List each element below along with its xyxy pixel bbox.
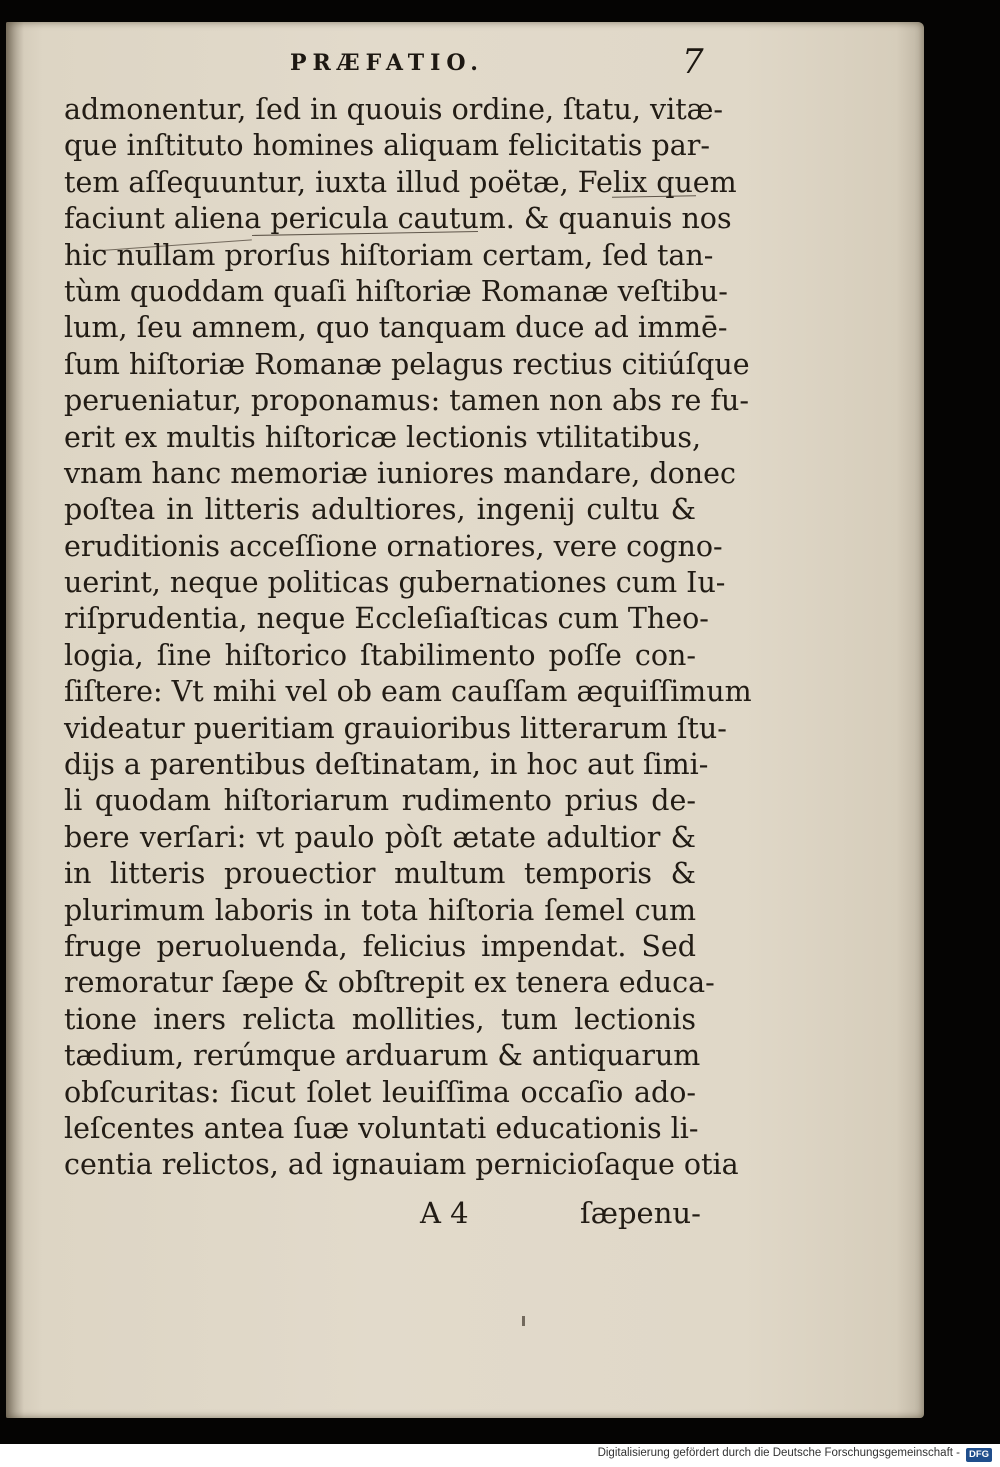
text-line: ſum hiſtoriæ Romanæ pelagus rectius citiúſque xyxy=(64,347,750,381)
text-line: faciunt aliena pericula cautum. & quanuis nos xyxy=(64,202,732,236)
text-line: lum, ſeu amnem, quo tanquam duce ad immē- xyxy=(64,311,728,345)
text-line: tædium, rerúmque arduarum & antiquarum xyxy=(64,1039,701,1073)
spine-shadow xyxy=(6,22,24,1418)
catchword: ſæpenu- xyxy=(580,1196,701,1230)
text-line: que inſtituto homines aliquam felicitatis par- xyxy=(64,129,710,163)
text-line: videatur pueritiam grauioribus litterarum ſtu- xyxy=(64,711,727,745)
text-line: eruditionis acceſſione ornatiores, vere cogno- xyxy=(64,529,723,563)
text-line: bere verſari: vt paulo pòſt ætate adultior & xyxy=(64,820,696,854)
text-line: vnam hanc memoriæ iuniores mandare, donec xyxy=(64,456,736,490)
body-text xyxy=(64,92,752,1184)
text-line: perueniatur, proponamus: tamen non abs re fu- xyxy=(64,384,749,418)
footer-bar xyxy=(0,1444,1000,1467)
text-line: dijs a parentibus deſtinatam, in hoc aut ſimi- xyxy=(64,748,709,782)
text-line: logia, ſine hiſtorico ſtabilimento poſſe con- xyxy=(64,638,696,672)
text-line: in litteris prouectior multum temporis & xyxy=(64,857,696,891)
text-line: obſcuritas: ſicut ſolet leuiſſima occaſio ado- xyxy=(64,1075,696,1109)
funding-note: Digitalisierung gefördert durch die Deutsche Forschungsgemeinschaft - xyxy=(597,1447,960,1459)
text-line: poſtea in litteris adultiores, ingenij cultu & xyxy=(64,493,696,527)
text-line: plurimum laboris in tota hiſtoria ſemel cum xyxy=(64,893,696,927)
text-line: tione iners relicta mollities, tum lectionis xyxy=(64,1002,696,1036)
text-line: tem aſſequuntur, iuxta illud poëtæ, Felix quem xyxy=(64,165,737,199)
text-line: leſcentes antea ſuæ voluntati educationis li- xyxy=(64,1111,699,1145)
text-line: remoratur ſæpe & obſtrepit ex tenera educa- xyxy=(64,966,715,1000)
text-line: erit ex multis hiſtoricæ lectionis vtilitatibus, xyxy=(64,420,702,454)
paper-speck xyxy=(522,1316,525,1326)
text-line: uerint, neque politicas gubernationes cum Iu- xyxy=(64,566,726,600)
text-line: li quodam hiſtoriarum rudimento prius de- xyxy=(64,784,696,818)
text-line: hic nullam prorſus hiſtoriam certam, ſed tan- xyxy=(64,238,714,272)
text-line: tùm quoddam quaſi hiſtoriæ Romanæ veſtibu- xyxy=(64,274,728,308)
text-line: riſprudentia, neque Eccleſiaſticas cum Theo- xyxy=(64,602,709,636)
page-number: 7 xyxy=(682,42,704,82)
text-line: fruge peruoluenda, felicius impendat. Sed xyxy=(64,929,696,963)
text-line: centia relictos, ad ignauiam pernicioſaque otia xyxy=(64,1148,739,1182)
dfg-logo-icon: DFG xyxy=(966,1448,992,1462)
running-head: PRÆFATIO. xyxy=(290,50,484,76)
signature-mark: A 4 xyxy=(420,1196,469,1230)
text-line: admonentur, ſed in quouis ordine, ſtatu, vitæ- xyxy=(64,93,724,126)
text-line: ſiſtere: Vt mihi vel ob eam cauſſam æquiſſimum xyxy=(64,675,752,709)
